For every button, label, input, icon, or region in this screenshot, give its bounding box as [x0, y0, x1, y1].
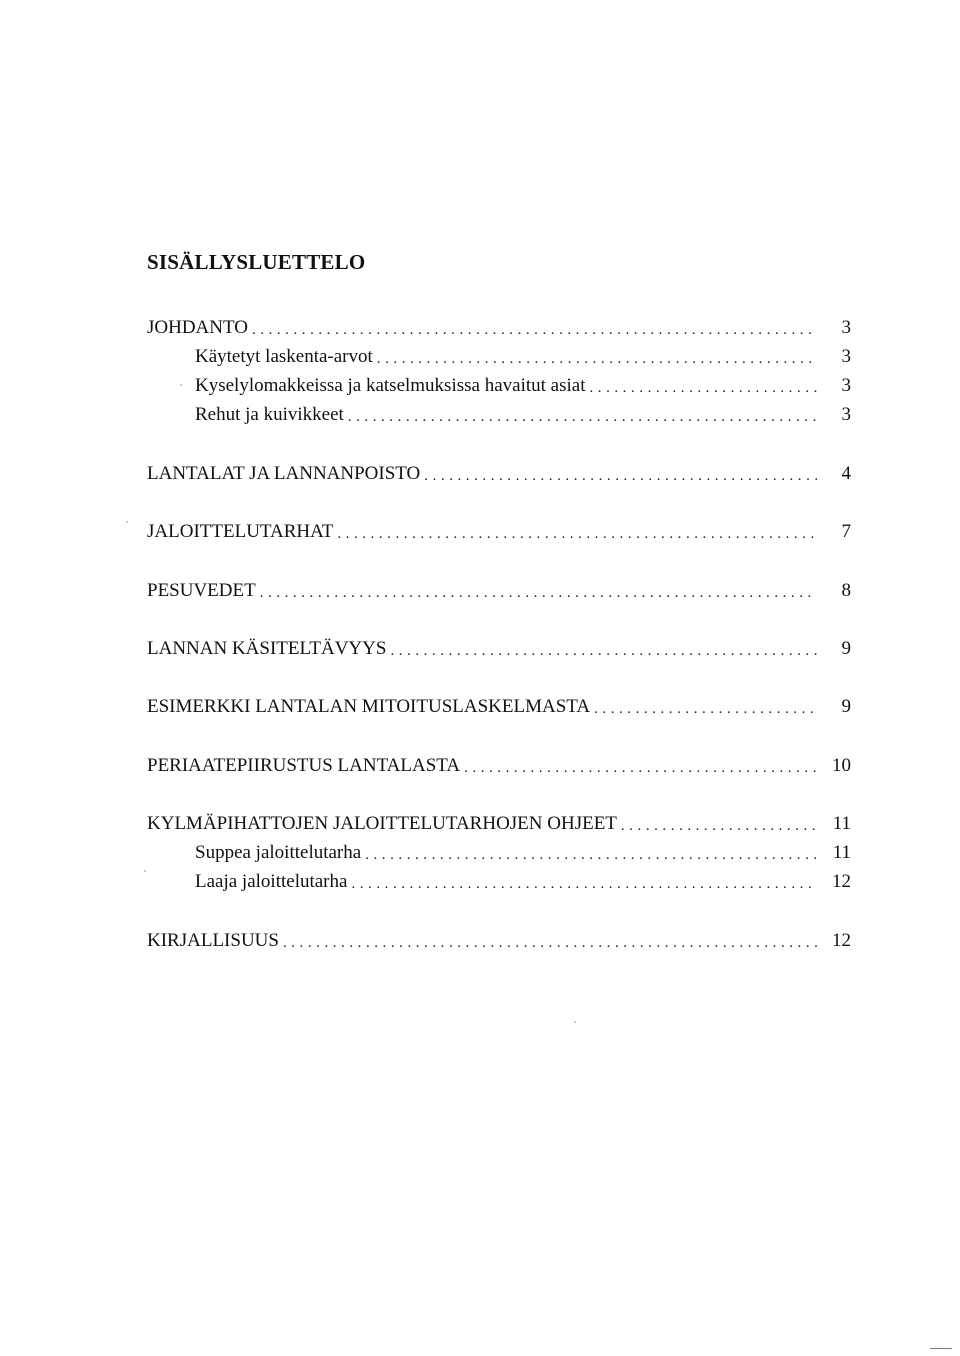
toc-entry-label: JOHDANTO [147, 317, 248, 338]
dot-leader [594, 698, 817, 720]
toc-entry-page: 12 [832, 871, 851, 892]
dot-leader [390, 640, 817, 662]
toc-entry-label: ESIMERKKI LANTALAN MITOITUSLASKELMASTA [147, 696, 591, 717]
dot-leader [283, 932, 817, 954]
toc-entry-label: Käytetyt laskenta-arvot [195, 346, 373, 367]
toc-entry-rehut-ja-kuivikkeet [195, 402, 851, 428]
dot-leader [621, 815, 817, 837]
scan-speck [574, 1021, 576, 1023]
toc-entry-label: LANNAN KÄSITELTÄVYYS [147, 638, 387, 659]
dot-leader [365, 844, 817, 866]
dot-leader [260, 582, 817, 604]
dot-leader [337, 523, 817, 545]
toc-entry-label: Suppea jaloittelutarha [195, 842, 362, 863]
toc-entry-label: KYLMÄPIHATTOJEN JALOITTELUTARHOJEN OHJEET [147, 813, 617, 834]
toc-entry-lannan-kasiteltavyys [147, 636, 851, 662]
scan-speck [180, 384, 182, 386]
toc-entry-label: JALOITTELUTARHAT [147, 521, 334, 542]
toc-entry-page: 4 [841, 463, 851, 484]
toc-entry-esimerkki [147, 694, 851, 720]
toc-entry-pesuvedet [147, 578, 851, 604]
toc-entry-page: 9 [841, 696, 851, 717]
toc-entry-page: 11 [832, 842, 851, 863]
toc-entry-label: LANTALAT JA LANNANPOISTO [147, 463, 421, 484]
toc-entry-page: 7 [841, 521, 851, 542]
dot-leader [589, 377, 817, 399]
toc-entry-suppea-jaloittelutarha [195, 840, 851, 866]
toc-entry-laaja-jaloittelutarha [195, 869, 851, 895]
scan-speck [930, 1348, 952, 1349]
toc-entry-page: 3 [841, 375, 851, 396]
toc-entry-kaytetyt-laskenta-arvot [195, 344, 851, 370]
dot-leader [252, 319, 817, 341]
toc-entry-label: Kyselylomakkeissa ja katselmuksissa havaitut asiat [195, 375, 586, 396]
toc-entry-page: 3 [841, 317, 851, 338]
toc-entry-jaloittelutarhat [147, 519, 851, 545]
toc-entry-kirjallisuus [147, 928, 851, 954]
toc-entry-page: 12 [832, 930, 851, 951]
toc-entry-page: 10 [832, 755, 851, 776]
toc-entry-periaatepiirustus [147, 753, 851, 779]
toc-entry-page: 3 [841, 404, 851, 425]
toc-entry-page: 9 [841, 638, 851, 659]
toc-entry-label: Rehut ja kuivikkeet [195, 404, 344, 425]
toc-entry-page: 3 [841, 346, 851, 367]
scan-speck [144, 870, 146, 872]
toc-entry-page: 11 [832, 813, 851, 834]
scan-speck [126, 521, 128, 523]
toc-entry-kylmapihattojen [147, 811, 851, 837]
toc-entry-label: KIRJALLISUUS [147, 930, 279, 951]
dot-leader [464, 757, 817, 779]
dot-leader [351, 873, 817, 895]
toc-entry-johdanto [147, 315, 851, 341]
dot-leader [377, 348, 817, 370]
toc-entry-kyselylomakkeissa [195, 373, 851, 399]
toc-entry-page: 8 [841, 580, 851, 601]
toc-entry-label: Laaja jaloittelutarha [195, 871, 348, 892]
toc-entry-lantalat [147, 461, 851, 487]
toc-entry-label: PERIAATEPIIRUSTUS LANTALASTA [147, 755, 461, 776]
toc-entry-label: PESUVEDET [147, 580, 256, 601]
dot-leader [424, 465, 817, 487]
toc-title: SISÄLLYSLUETTELO [147, 250, 366, 274]
dot-leader [348, 406, 817, 428]
